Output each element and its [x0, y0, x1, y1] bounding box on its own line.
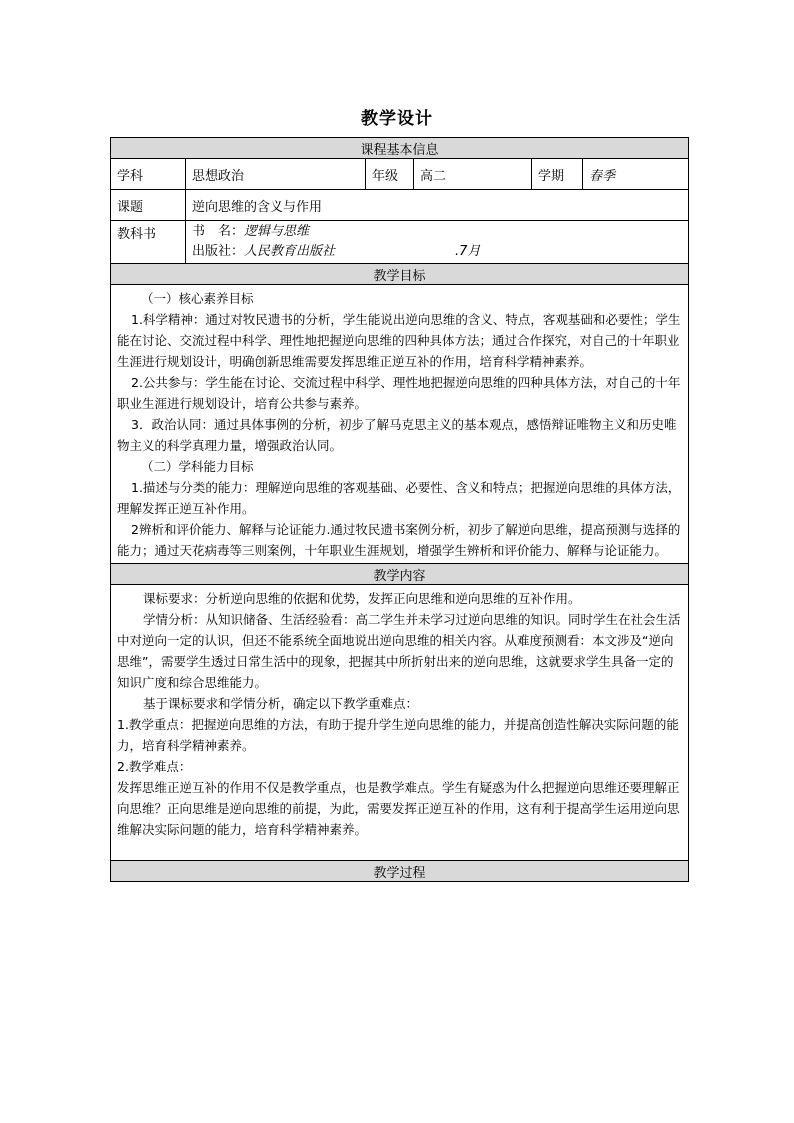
ability-objective-1: 1.描述与分类的能力：理解逆向思维的客观基础、必要性、含义和特点；把握逆向思维的具体方法，理解发挥正逆互补作用。 [117, 480, 681, 516]
learner-analysis: 学情分析：从知识储备、生活经验看：高二学生并未学习过逆向思维的知识。同时学生在社会生活中对逆向一定的认识，但还不能系统全面地说出逆向思维的相关内容。从难度预测看：本文涉及“逆向思维”，需要学生透过日常生活中的现象，把握其中所折射出来的逆向思维，这就要求学生具备一定的知识广度和综合思维能力。 [117, 612, 681, 690]
book-name-line [192, 222, 682, 242]
teaching-difficulty-label: 2.教学难点： [117, 759, 192, 774]
grade-label: 年级 [366, 159, 414, 190]
publisher-value: 人民教育出版社 [244, 244, 336, 259]
section-header-content: 教学内容 [111, 564, 689, 585]
core-heading: （一）核心素养目标 [141, 291, 254, 306]
topic-value: 逆向思维的含义与作用 [186, 190, 689, 221]
section-header-basic-info: 课程基本信息 [111, 138, 689, 159]
book-name-label: 书 名： [192, 224, 245, 239]
ability-heading: （二）学科能力目标 [141, 459, 254, 474]
core-objective-1: 1.科学精神：通过对牧民遗书的分析，学生能说出逆向思维的含义、特点，客观基础和必要性；学生能在讨论、交流过程中科学、理性地把握逆向思维的四种具体方法；通过合作探究，对自己的十年职业生涯进行规划设计，明确创新思维需要发挥思维正逆互补的作用，培育科学精神素养。 [117, 312, 681, 369]
curriculum-requirement: 课标要求：分析逆向思维的依据和优势，发挥正向思维和逆向思维的互补作用。 [143, 591, 581, 606]
subject-label: 学科 [111, 159, 186, 190]
lesson-plan-table [110, 137, 689, 882]
core-objective-3: 3．政治认同：通过具体事例的分析，初步了解马克思主义的基本观点，感悟辩证唯物主义和历史唯物主义的科学真理力量，增强政治认同。 [117, 417, 677, 453]
topic-label: 课题 [111, 190, 186, 221]
publisher-line [192, 242, 682, 262]
teaching-content [111, 585, 689, 861]
section-header-objectives: 教学目标 [111, 264, 689, 285]
grade-value: 高二 [414, 159, 532, 190]
teaching-focus: 1.教学重点：把握逆向思维的方法，有助于提升学生逆向思维的能力，并提高创造性解决实际问题的能力，培育科学精神素养。 [117, 717, 679, 753]
objectives-content [111, 285, 689, 564]
section-header-process: 教学过程 [111, 861, 689, 882]
subject-value: 思想政治 [186, 159, 366, 190]
term-value: 春季 [583, 159, 689, 190]
core-objective-2: 2.公共参与：学生能在讨论、交流过程中科学、理性地把握逆向思维的四种具体方法，对自己的十年职业生涯进行规划设计，培育公共参与素养。 [117, 375, 681, 411]
publisher-label: 出版社： [192, 244, 245, 259]
term-label: 学期 [532, 159, 583, 190]
teaching-difficulty-text: 发挥思维正逆互补的作用不仅是教学重点，也是教学难点。学生有疑惑为什么把握逆向思维还要理解正向思维？正向思维是逆向思维的前提，为此，需要发挥正逆互补的作用，这有利于提高学生运用逆向思维解决实际问题的能力，培育科学精神素养。 [117, 780, 680, 837]
book-name-value: 逻辑与思维 [244, 224, 310, 239]
publish-date: .7月 [455, 244, 481, 259]
textbook-info [186, 221, 689, 264]
key-points-intro: 基于课标要求和学情分析，确定以下教学重难点： [143, 696, 419, 711]
textbook-label: 教科书 [111, 221, 186, 264]
page-title: 教学设计 [361, 109, 433, 129]
ability-objective-2: 2辨析和评价能力、解释与论证能力.通过牧民遗书案例分析，初步了解逆向思维，提高预测与选择的能力；通过天花病毒等三则案例，十年职业生涯规划，增强学生辨析和评价能力、解释与论证能力。 [117, 522, 681, 558]
